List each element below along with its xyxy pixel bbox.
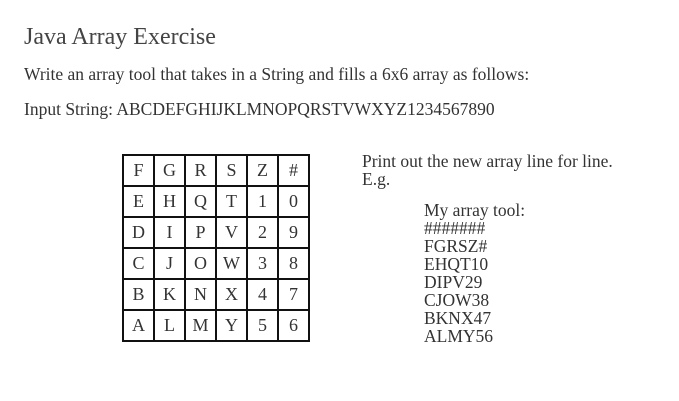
grid-cell: 9 [278,217,309,248]
grid-cell: S [216,155,247,186]
grid-row [123,186,309,217]
grid-cell: F [123,155,154,186]
output-line: DIPV29 [424,272,483,292]
instruction-line: Print out the new array line for line. [362,151,613,171]
grid-row [123,155,309,186]
grid-cell: C [123,248,154,279]
grid-cell: 0 [278,186,309,217]
grid-row [123,248,309,279]
grid-cell: R [185,155,216,186]
grid-cell: T [216,186,247,217]
output-line: ALMY56 [424,326,494,346]
output-line: FGRSZ# [424,236,488,256]
grid-cell: Y [216,310,247,341]
grid-cell: J [154,248,185,279]
exercise-description: Write an array tool that takes in a String and fills a 6x6 array as follows: [24,64,530,84]
grid-cell: H [154,186,185,217]
grid-cell: D [123,217,154,248]
grid-cell: B [123,279,154,310]
grid-cell: Z [247,155,278,186]
output-line: My array tool: [424,200,526,220]
grid-cell: Q [185,186,216,217]
grid-row [123,217,309,248]
grid-cell: 1 [247,186,278,217]
grid-cell: 6 [278,310,309,341]
grid-cell: I [154,217,185,248]
output-line: BKNX47 [424,308,492,328]
page-title: Java Array Exercise [24,24,216,50]
example-output [424,201,525,345]
grid-cell: O [185,248,216,279]
input-string-line: Input String: ABCDEFGHIJKLMNOPQRSTVWXYZ1234567890 [24,99,495,119]
grid-cell: # [278,155,309,186]
output-line: EHQT10 [424,254,489,274]
grid-cell: K [154,279,185,310]
grid-cell: G [154,155,185,186]
instruction-example-label: E.g. [362,169,391,189]
grid-cell: X [216,279,247,310]
grid-cell: 4 [247,279,278,310]
grid-cell: V [216,217,247,248]
grid-cell: 7 [278,279,309,310]
grid-cell: E [123,186,154,217]
grid-cell: P [185,217,216,248]
grid-cell: M [185,310,216,341]
array-grid [122,154,310,342]
grid-cell: 3 [247,248,278,279]
grid-cell: 2 [247,217,278,248]
print-instruction [362,152,662,188]
output-line: ####### [424,218,486,238]
grid-cell: 5 [247,310,278,341]
grid-cell: A [123,310,154,341]
grid-row [123,310,309,341]
grid-cell: N [185,279,216,310]
grid-cell: 8 [278,248,309,279]
output-line: CJOW38 [424,290,490,310]
grid-cell: W [216,248,247,279]
grid-cell: L [154,310,185,341]
grid-row [123,279,309,310]
